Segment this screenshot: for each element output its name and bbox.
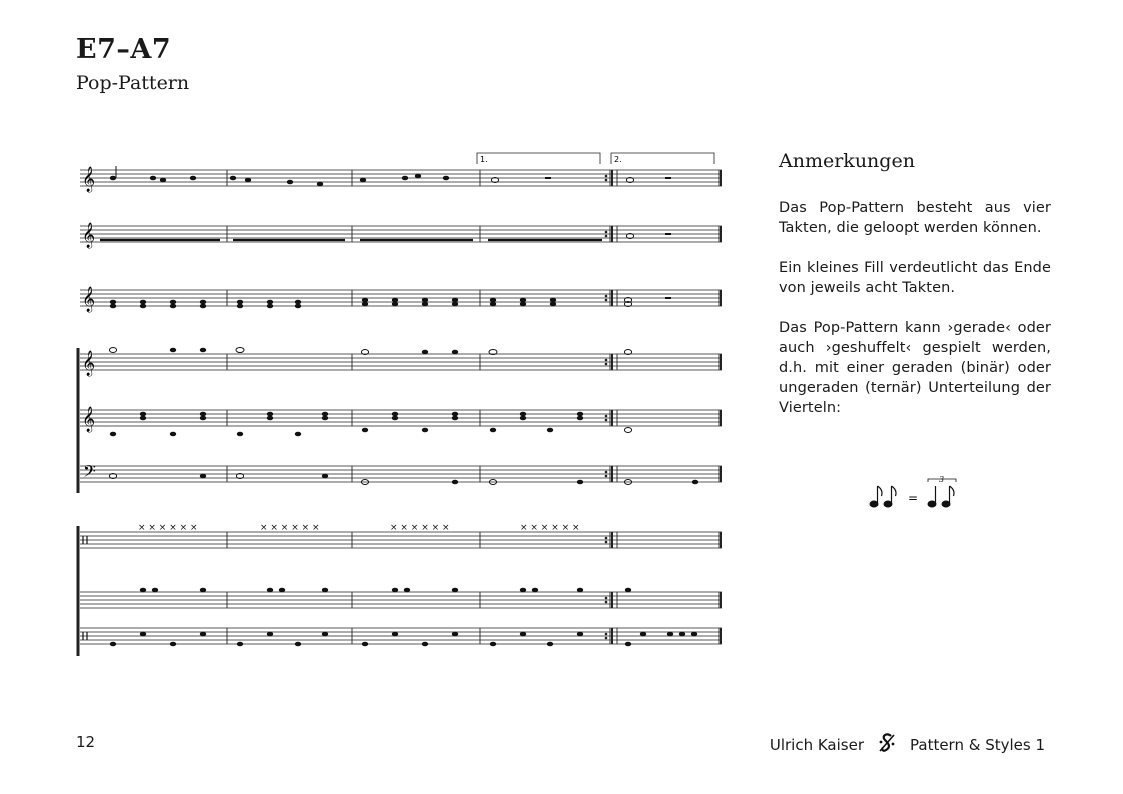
volta-2-label: 2.	[614, 155, 622, 164]
footer	[770, 733, 1045, 757]
triplet-label: 3	[939, 475, 945, 484]
svg-text:× × × × × ×: × × × × × ×	[520, 523, 580, 533]
treble-clef-icon: 𝄞	[82, 351, 96, 376]
staff-drums-bass	[80, 628, 722, 646]
bass-clef-icon: 𝄢	[83, 461, 96, 485]
footer-book-title: Pattern & Styles 1	[910, 736, 1045, 754]
svg-text:× × × × × ×: × × × × × ×	[260, 523, 320, 533]
notes-heading: Anmerkungen	[779, 150, 915, 172]
staff-melody	[80, 166, 722, 192]
staff-accompaniment-2	[80, 286, 722, 312]
notes-paragraph-1: Das Pop-Pattern besteht aus vier Takten, die geloopt werden können.	[779, 200, 1051, 236]
staff-piano-right	[80, 348, 722, 377]
volta-1-label: 1.	[480, 155, 488, 164]
treble-clef-icon: 𝄞	[82, 407, 96, 432]
treble-clef-icon: 𝄞	[82, 167, 96, 192]
staff-drums-hihat	[80, 523, 722, 548]
svg-text:× × × × × ×: × × × × × ×	[390, 523, 450, 533]
swing-equals: =	[908, 491, 919, 505]
treble-clef-icon: 𝄞	[82, 287, 96, 312]
swing-notation-icon	[866, 474, 966, 514]
page-number: 12	[76, 733, 96, 751]
segno-logo-icon	[878, 733, 896, 757]
staff-accompaniment-1	[80, 222, 722, 248]
svg-text:× × × × × ×: × × × × × ×	[138, 523, 198, 533]
treble-clef-icon: 𝄞	[82, 223, 96, 248]
footer-author: Ulrich Kaiser	[769, 736, 864, 754]
notes-paragraph-2: Ein kleines Fill verdeutlicht das Ende von jeweils acht Takten.	[779, 260, 1051, 296]
notes-panel	[779, 150, 1051, 438]
page-title: E7–A7	[76, 34, 172, 65]
notes-paragraph-3: Das Pop-Pattern kann ›gerade‹ oder auch ›geshuffelt‹ gespielt werden, d.h. mit einer geraden (binär) oder ungeraden (ternär) Unterteilung der Vierteln:	[779, 320, 1051, 416]
music-score	[74, 148, 724, 663]
staff-drums-snare	[80, 588, 722, 608]
staff-bass	[80, 461, 722, 485]
volta-brackets	[477, 153, 714, 164]
staff-piano-middle	[80, 406, 722, 436]
page-subtitle: Pop-Pattern	[76, 72, 190, 94]
